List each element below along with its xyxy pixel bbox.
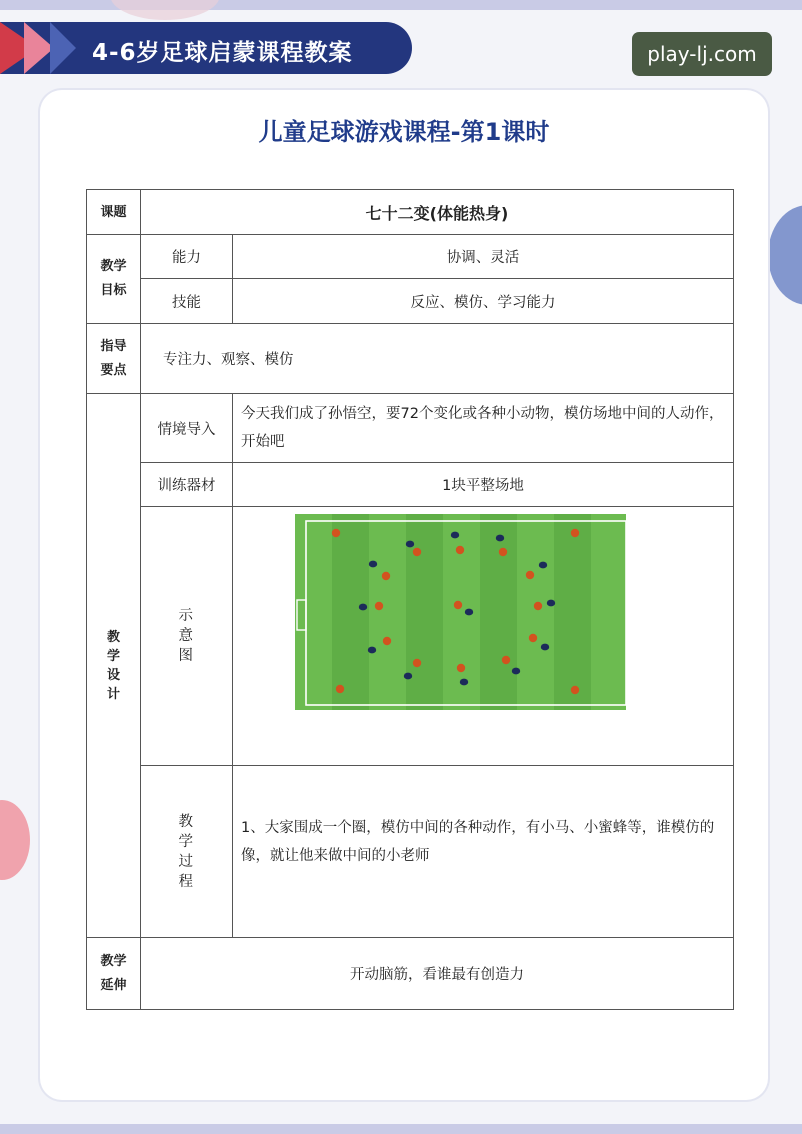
player-marker-orange	[571, 529, 579, 537]
player-marker-navy	[541, 644, 549, 651]
decorative-circle-right	[768, 205, 802, 305]
diagram-label	[140, 506, 233, 766]
player-marker-orange	[375, 602, 383, 610]
extension-label	[86, 937, 141, 1010]
player-marker-navy	[539, 562, 547, 569]
player-marker-orange	[499, 548, 507, 556]
player-marker-navy	[512, 668, 520, 675]
player-marker-navy	[547, 600, 555, 607]
pitch-stripe	[369, 514, 406, 710]
ability-value: 协调、灵活	[232, 234, 734, 279]
topic-label: 课题	[86, 189, 141, 235]
intro-label: 情境导入	[140, 393, 233, 463]
football-field-diagram	[295, 514, 626, 710]
player-marker-orange	[413, 548, 421, 556]
guidance-value: 专注力、观察、模仿	[140, 323, 734, 394]
skill-value: 反应、模仿、学习能力	[232, 278, 734, 324]
decorative-circle-left	[0, 800, 30, 880]
player-marker-navy	[368, 647, 376, 654]
player-marker-orange	[529, 634, 537, 642]
banner-title: 4-6岁足球启蒙课程教案	[92, 40, 353, 66]
goals-label	[86, 234, 141, 324]
diagram-label-text: 示意图	[178, 608, 193, 664]
player-marker-orange	[457, 664, 465, 672]
player-marker-orange	[332, 529, 340, 537]
player-marker-orange	[571, 686, 579, 694]
pitch-stripe	[295, 514, 332, 710]
player-marker-orange	[456, 546, 464, 554]
player-marker-navy	[465, 609, 473, 616]
process-value: 1、大家围成一个圈，模仿中间的各种动作，有小马、小蜜蜂等，谁模仿的像，就让他来做中间的小老师	[232, 765, 734, 938]
goals-label-text: 教学目标	[100, 259, 127, 298]
player-marker-navy	[496, 535, 504, 542]
pitch-stripe	[517, 514, 554, 710]
player-marker-orange	[383, 637, 391, 645]
player-marker-navy	[404, 673, 412, 680]
design-label-text: 教学设计	[106, 629, 120, 702]
pitch-stripe	[591, 514, 626, 710]
decorative-circle-top	[110, 0, 220, 20]
extension-value: 开动脑筋，看谁最有创造力	[140, 937, 734, 1010]
player-marker-navy	[460, 679, 468, 686]
player-marker-navy	[359, 604, 367, 611]
guidance-label-text: 指导要点	[100, 338, 127, 378]
topic-value: 七十二变(体能热身)	[140, 189, 734, 235]
player-marker-orange	[526, 571, 534, 579]
player-marker-navy	[369, 561, 377, 568]
design-label	[86, 393, 141, 938]
player-marker-orange	[454, 601, 462, 609]
process-label-text: 教学过程	[178, 813, 193, 890]
player-marker-navy	[451, 532, 459, 539]
equipment-value: 1块平整场地	[232, 462, 734, 507]
intro-value: 今天我们成了孙悟空，要72个变化或各种小动物，模仿场地中间的人动作，开始吧	[232, 393, 734, 463]
bottom-band	[0, 1124, 802, 1134]
player-marker-orange	[413, 659, 421, 667]
ability-label: 能力	[140, 234, 233, 279]
player-marker-orange	[534, 602, 542, 610]
equipment-label: 训练器材	[140, 462, 233, 507]
skill-label: 技能	[140, 278, 233, 324]
player-marker-navy	[406, 541, 414, 548]
player-marker-orange	[502, 656, 510, 664]
process-label	[140, 765, 233, 938]
player-marker-orange	[382, 572, 390, 580]
player-marker-orange	[336, 685, 344, 693]
extension-label-text: 教学延伸	[100, 953, 127, 993]
watermark-badge: play-lj.com	[632, 32, 772, 76]
banner-accent-blue	[50, 22, 76, 74]
document-title: 儿童足球游戏课程-第1课时	[258, 118, 550, 146]
guidance-label	[86, 323, 141, 394]
